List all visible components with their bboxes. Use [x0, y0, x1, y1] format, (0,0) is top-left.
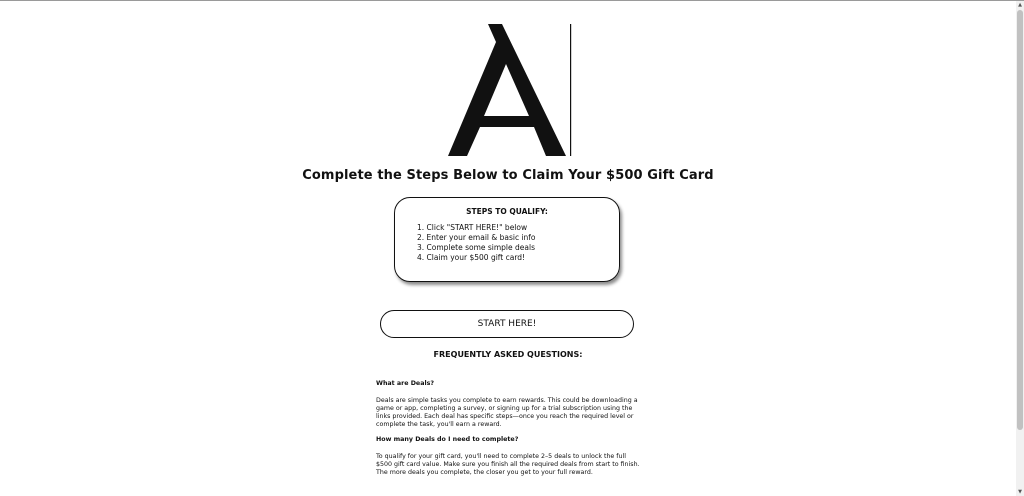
faq-section: [376, 380, 640, 484]
steps-card: [394, 197, 620, 282]
scroll-up-arrow-icon[interactable]: ▲: [1018, 2, 1022, 8]
step-item: 4. Claim your $500 gift card!: [417, 253, 526, 262]
faq-question: What are Deals?: [376, 380, 435, 387]
steps-list: [417, 223, 536, 263]
step-item: 1. Click "START HERE!" below: [417, 223, 528, 232]
start-here-button[interactable]: START HERE!: [380, 310, 634, 338]
faq-title: FREQUENTLY ASKED QUESTIONS:: [433, 350, 583, 359]
scroll-down-arrow-icon[interactable]: ▼: [1018, 489, 1022, 495]
faq-answer: Deals are simple tasks you complete to earn rewards. This could be downloading a game or app, completing a survey, or signing up for a trial subscription using the links provided. Each deal has specific steps—once you reach the required level or complete the task, you'll earn a reward.: [376, 397, 638, 428]
step-item: 3. Complete some simple deals: [417, 243, 535, 252]
brand-logo-icon: [448, 24, 574, 156]
faq-question: How many Deals do I need to complete?: [376, 436, 519, 443]
faq-answer: To qualify for your gift card, you'll need to complete 2–5 deals to unlock the full $500 gift card value. Make sure you finish all the required deals from start to finish. The more deals you complete, the closer you get to your full reward.: [376, 453, 640, 476]
page-title: Complete the Steps Below to Claim Your $500 Gift Card: [302, 168, 714, 183]
page-scrollbar[interactable]: [1016, 1, 1024, 496]
step-item: 2. Enter your email & basic info: [417, 233, 536, 242]
scrollbar-thumb[interactable]: [1017, 10, 1023, 430]
steps-title: STEPS TO QUALIFY:: [466, 207, 548, 216]
